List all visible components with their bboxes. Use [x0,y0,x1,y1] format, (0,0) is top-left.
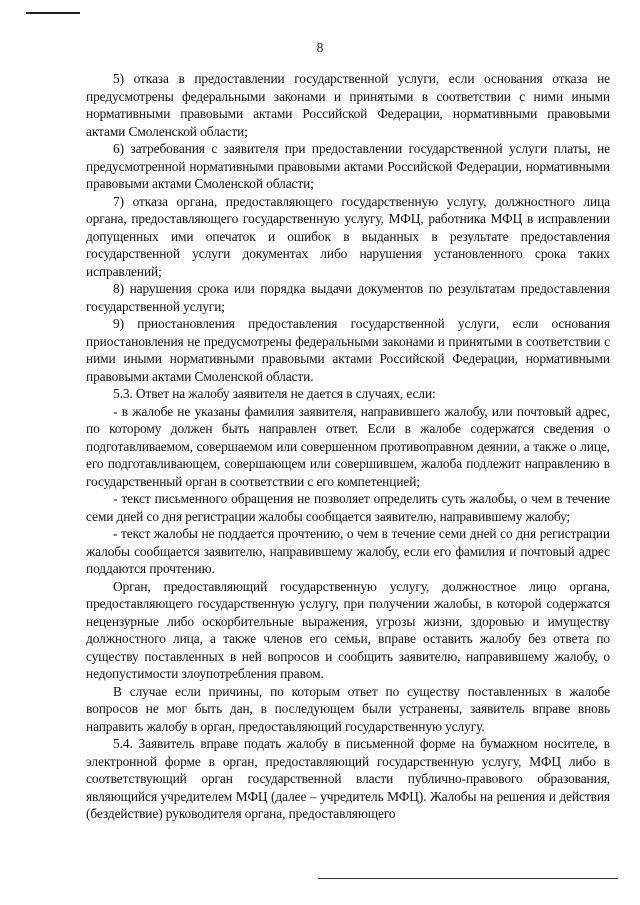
paragraph-bullet-unreadable: - текст жалобы не поддается прочтению, о чем в течение семи дней со дня регистрации жалобы сообщается заявителю, направившему жалобу, если его фамилия и почтовый адрес поддаются прочтению. [86,526,610,576]
section-5-4-paragraph: 5.4. Заявитель вправе подать жалобу в письменной форме на бумажном носителе, в электронной форме в орган, предоставляющий государственную услугу, МФЦ либо в соответствующий орган государственной власти публично-правового образования, являющийся учредителем МФЦ (далее – учредитель МФЦ). Жалобы на решения и действия (бездействие) руководителя органа, предоставляющего [86,736,610,821]
section-5-3-heading: 5.3. Ответ на жалобу заявителя не дается в случаях, если: [113,386,436,401]
paragraph-offensive-complaint: Орган, предоставляющий государственную услугу, должностное лицо органа, предоставляющего государственную услугу, при получении жалобы, в которой содержатся нецензурные либо оскорбительные выражения, угрозы жизни, здоровью и имуществу должностного лица, а также членов его семьи, вправе оставить жалобу без ответа по существу поставленных в ней вопросов и сообщить заявителю, направившему жалобу, о недопустимости злоупотребления правом. [86,578,610,681]
paragraph-bullet-unclear-text: - текст письменного обращения не позволяет определить суть жалобы, о чем в течение семи дней со дня регистрации жалобы сообщается заявителю, направившему жалобу; [86,491,610,524]
paragraph-item-9: 9) приостановления предоставления государственной услуги, если основания приостановления не предусмотрены федеральными законами и принятыми в соответствии с ними иными нормативными правовыми актами Российской Федерации, нормативными правовыми актами Смоленской области. [86,316,610,384]
paragraph-bullet-no-name: - в жалобе не указаны фамилия заявителя, направившего жалобу, или почтовый адрес, по которому должен быть направлен ответ. Если в жалобе содержатся сведения о подготавливаемом, совершаемом или совершенном противоправном деянии, а также о лице, его подготавливающем, совершающем или совершившем, жалоба подлежит направлению в государственный орган в соответствии с его компетенцией; [86,403,610,489]
page-number: 8 [316,40,324,55]
paragraph-item-8: 8) нарушения срока или порядка выдачи документов по результатам предоставления государственной услуги; [86,281,610,314]
paragraph-item-5: 5) отказа в предоставлении государственной услуги, если основания отказа не предусмотрены федеральными законами и принятыми в соответствии с ними иными нормативными правовыми актами Российской Федерации, нормативными правовыми актами Смоленской области; [86,71,610,139]
paragraph-item-7: 7) отказа органа, предоставляющего государственную услугу, должностного лица органа, предоставляющего государственную услугу, МФЦ, работника МФЦ в исправлении допущенных ими опечаток и ошибок в выданных в результате предоставления государственной услуги документах либо нарушения установленного срока таких исправлений; [86,193,610,279]
top-rule [26,12,80,14]
document-body [86,70,610,823]
paragraph-resubmission: В случае если причины, по которым ответ по существу поставленных в жалобе вопросов не мог быть дан, в последующем были устранены, заявитель вправе вновь направить жалобу в орган, предоставляющий государственную услугу. [86,683,610,734]
bottom-rule [318,878,618,879]
paragraph-item-6: 6) затребования с заявителя при предоставлении государственной услуги платы, не предусмотренной нормативными правовыми актами Российской Федерации, нормативными правовыми актами Смоленской области; [86,141,610,191]
